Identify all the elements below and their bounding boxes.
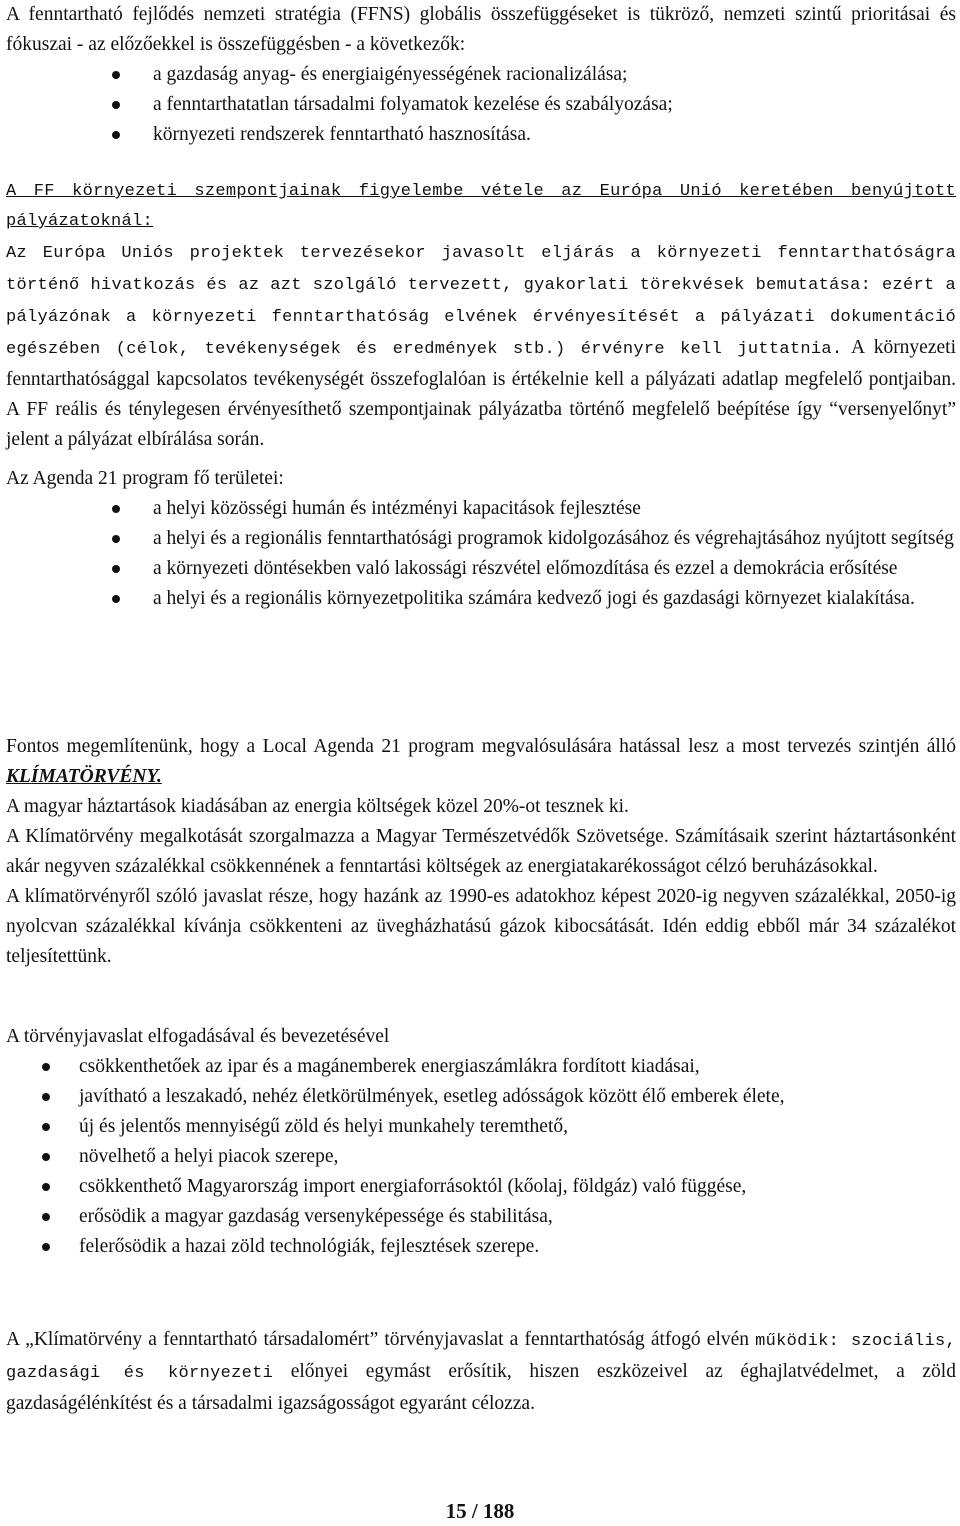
bullet-icon: [42, 1153, 50, 1161]
section-heading: A FF környezeti szempontjainak figyelembe vétele az Európa Unió keretében benyújtott pályázatoknál:: [6, 182, 956, 231]
law-title: A törvényjavaslat elfogadásával és bevezetésével: [6, 1026, 390, 1047]
page-number: 15 / 188: [445, 1499, 515, 1523]
list-item: a helyi és a regionális környezetpolitika számára kedvező jogi és gazdasági környezet kialakítása.: [6, 584, 956, 614]
bullet-icon: [42, 1063, 50, 1071]
agenda-list: [6, 494, 956, 614]
bullet-icon: [42, 1243, 50, 1251]
climate-paragraph-1: Fontos megemlítenünk, hogy a Local Agenda 21 program megvalósulására hatással lesz a most tervezés szintjén álló KLÍMATÖRVÉNY.: [6, 736, 956, 787]
bullet-icon: [42, 1213, 50, 1221]
intro-paragraph: A fenntartható fejlődés nemzeti stratégia (FFNS) globális összefüggéseket is tükröző, nemzeti szintű prioritásai és fókuszai - az előzőekkel is összefüggésben - a következők:: [6, 4, 956, 55]
bullet-icon: [112, 71, 120, 79]
closing-section: [6, 1325, 956, 1419]
bullet-icon: [42, 1183, 50, 1191]
bullet-icon: [112, 131, 120, 139]
intro-section: [6, 0, 956, 150]
bullet-icon: [112, 101, 120, 109]
list-item: javítható a leszakadó, nehéz életkörülmények, esetleg adósságok között élő emberek élete,: [6, 1082, 956, 1112]
list-item: erősödik a magyar gazdaság versenyképessége és stabilitása,: [6, 1202, 956, 1232]
law-list: [6, 1052, 956, 1262]
ff-section: [6, 177, 956, 455]
bullet-icon: [112, 535, 120, 543]
list-item: csökkenthető Magyarország import energiaforrásoktól (kőolaj, földgáz) való függése,: [6, 1172, 956, 1202]
intro-list: [6, 60, 956, 150]
closing-paragraph: A „Klímatörvény a fenntartható társadalomért” törvényjavaslat a fenntarthatóság átfogó elvén működik: szociális, gazdasági és környezeti előnyei egymást erősítik, hiszen eszközeivel az éghajlatvédelmet, a zöld gazdaságélénkítést és a társadalmi igazságosságot egyaránt célozza.: [6, 1329, 956, 1414]
list-item: növelhető a helyi piacok szerepe,: [6, 1142, 956, 1172]
list-item: a fenntarthatatlan társadalmi folyamatok kezelése és szabályozása;: [6, 90, 956, 120]
list-item: a környezeti döntésekben való lakossági részvétel előmozdítása és ezzel a demokrácia erősítése: [6, 554, 956, 584]
list-item: új és jelentős mennyiségű zöld és helyi munkahely teremthető,: [6, 1112, 956, 1142]
bullet-icon: [112, 505, 120, 513]
climate-paragraph-4: A klímatörvényről szóló javaslat része, hogy hazánk az 1990-es adatokhoz képest 2020-ig negyven százalékkal, 2050-ig nyolcvan százalékkal kívánja csökkenteni az üvegházhatású gázok kibocsátását. Idén eddig ebből már 34 százalékot teljesítettünk.: [6, 886, 956, 967]
climate-paragraph-3: A Klímatörvény megalkotását szorgalmazza a Magyar Természetvédők Szövetsége. Számításaik szerint háztartásonként akár negyven százalékkal csökkennének a fenntartási költségek az energiatakarékosságot célzó beruházásokkal.: [6, 826, 956, 877]
list-item: felerősödik a hazai zöld technológiák, fejlesztések szerepe.: [6, 1232, 956, 1262]
climate-section: [6, 732, 956, 972]
list-item: a gazdaság anyag- és energiaigényességének racionalizálása;: [6, 60, 956, 90]
list-item: a helyi közösségi humán és intézményi kapacitások fejlesztése: [6, 494, 956, 524]
agenda-section: [6, 464, 956, 614]
climate-paragraph-2: A magyar háztartások kiadásában az energia költségek közel 20%-ot tesznek ki.: [6, 796, 629, 817]
list-item: a helyi és a regionális fenntarthatósági programok kidolgozásához és végrehajtásához nyújtott segítség: [6, 524, 956, 554]
list-item: környezeti rendszerek fenntartható hasznosítása.: [6, 120, 956, 150]
bullet-icon: [42, 1123, 50, 1131]
bullet-icon: [112, 565, 120, 573]
ff-paragraph: Az Európa Uniós projektek tervezésekor javasolt eljárás a környezeti fenntarthatóságra történő hivatkozás és az azt szolgáló tervezett, gyakorlati törekvések bemutatása: ezért a pályázónak a környezeti fenntarthatóság elvének érvényesítését a pályázati dokumentáció egészében (célok, tevékenységek és eredmények stb.) érvényre kell juttatnia. A környezeti fenntarthatósággal kapcsolatos tevékenységét összefoglalóan is értékelnie kell a pályázati adatlap megfelelő pontjaiban. A FF reális és ténylegesen érvényesíthető szempontjainak pályázatba történő megfelelő beépítése így “versenyelőnyt” jelent a pályázat elbírálása során.: [6, 244, 956, 450]
emphasis-text: KLÍMATÖRVÉNY.: [6, 766, 162, 787]
list-item: csökkenthetőek az ipar és a magánemberek energiaszámlákra fordított kiadásai,: [6, 1052, 956, 1082]
agenda-title: Az Agenda 21 program fő területei:: [6, 468, 284, 489]
law-section: [6, 1022, 956, 1262]
bullet-icon: [112, 595, 120, 603]
bullet-icon: [42, 1093, 50, 1101]
